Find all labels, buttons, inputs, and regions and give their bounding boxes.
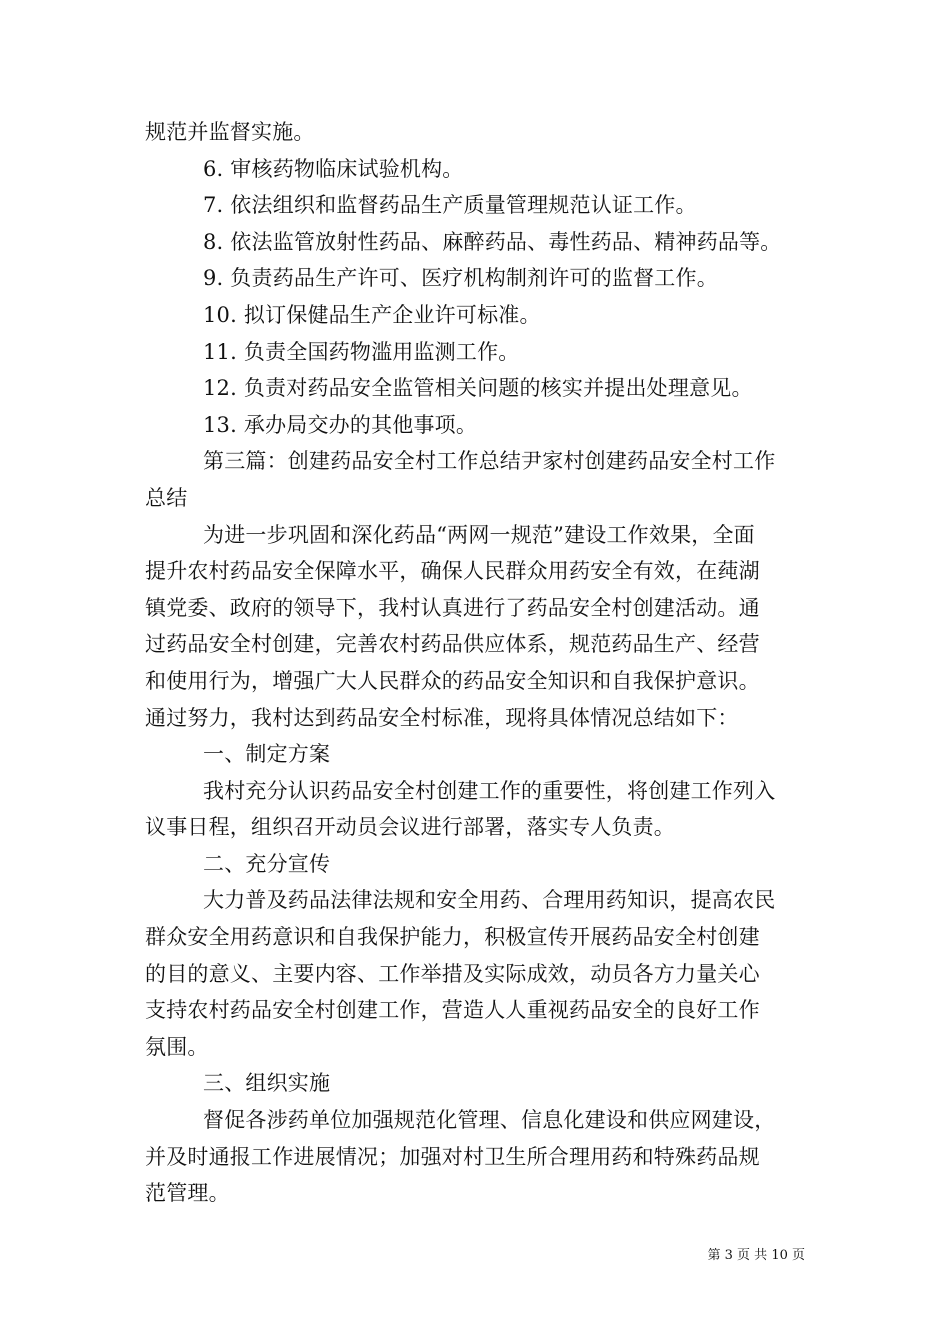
- subheading: 三、组织实施: [203, 1071, 331, 1096]
- page-number: 第 3 页 共 10 页: [707, 1248, 805, 1263]
- text-line: 8. 依法监管放射性药品、麻醉药品、毒性药品、精神药品等。: [203, 229, 782, 254]
- text-line: 过药品安全村创建，完善农村药品供应体系，规范药品生产、经营: [145, 632, 760, 657]
- text-line: 13. 承办局交办的其他事项。: [203, 412, 478, 437]
- text-line: 6. 审核药物临床试验机构。: [203, 156, 464, 181]
- text-line: 我村充分认识药品安全村创建工作的重要性，将创建工作列入: [203, 778, 776, 803]
- section-heading-continued: 总结: [145, 485, 188, 510]
- text-line: 规范并监督实施。: [145, 120, 315, 144]
- text-line: 氛围。: [145, 1034, 209, 1059]
- text-line: 的目的意义、主要内容、工作举措及实际成效，动员各方力量关心: [145, 961, 760, 986]
- subheading: 一、制定方案: [203, 742, 331, 767]
- text-line: 为进一步巩固和深化药品“两网一规范”建设工作效果，全面: [203, 522, 755, 547]
- text-line: 7. 依法组织和监督药品生产质量管理规范认证工作。: [203, 193, 697, 218]
- document-body: [145, 114, 807, 1212]
- section-heading: 第三篇：创建药品安全村工作总结尹家村创建药品安全村工作: [203, 449, 776, 474]
- text-line: 和使用行为，增强广大人民群众的药品安全知识和自我保护意识。: [145, 668, 760, 693]
- text-line: 通过努力，我村达到药品安全村标准，现将具体情况总结如下：: [145, 705, 739, 730]
- subheading: 二、充分宣传: [203, 851, 331, 876]
- text-line: 镇党委、政府的领导下，我村认真进行了药品安全村创建活动。通: [145, 595, 760, 620]
- text-line: 支持农村药品安全村创建工作，营造人人重视药品安全的良好工作: [145, 998, 760, 1023]
- text-line: 9. 负责药品生产许可、医疗机构制剂许可的监督工作。: [203, 266, 718, 291]
- text-line: 10. 拟订保健品生产企业许可标准。: [203, 302, 541, 327]
- text-line: 议事日程，组织召开动员会议进行部署，落实专人负责。: [145, 815, 675, 840]
- text-line: 并及时通报工作进展情况；加强对村卫生所合理用药和特殊药品规: [145, 1144, 760, 1169]
- text-line: 大力普及药品法律法规和安全用药、合理用药知识，提高农民: [203, 888, 776, 913]
- text-line: 督促各涉药单位加强规范化管理、信息化建设和供应网建设，: [203, 1108, 776, 1133]
- text-line: 11. 负责全国药物滥用监测工作。: [203, 339, 520, 364]
- text-line: 群众安全用药意识和自我保护能力，积极宣传开展药品安全村创建: [145, 925, 760, 950]
- text-line: 12. 负责对药品安全监管相关问题的核实并提出处理意见。: [203, 376, 753, 401]
- text-line: 范管理。: [145, 1181, 230, 1206]
- text-line: 提升农村药品安全保障水平，确保人民群众用药安全有效，在莼湖: [145, 559, 760, 584]
